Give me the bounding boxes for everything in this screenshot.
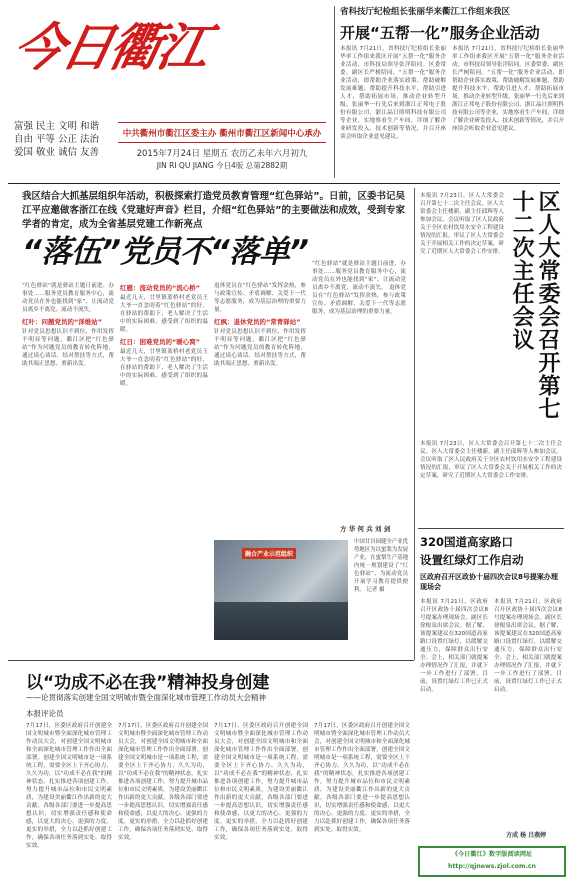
policy-story-byline: 方成 杨 吕燕婷 (506, 832, 547, 839)
section-heading: 红雁：流动党员的“流心桥” (120, 284, 201, 292)
policy-headline-2: 设置红绿灯工作启动 (420, 553, 524, 567)
section-text: 退休党员在“红色驿站”发挥余热，参与政策宣传、矛盾调解、关爱下一代等志愿服务，成为基层治理的重要力量。 (214, 283, 306, 313)
bottom-story-byline: 本报评论员 (26, 709, 64, 718)
policy-story-body: 本报讯 7月21日，区政府召开区政协十届四次会议8号提案办理现场会。副区长徐根泉出席会议。据了解，该提案建议在320国道高家路口设置红绿灯，以缓解交通压力，保障群众出行安全。会上，相关部门就提案办理情况作了汇报，并就下一步工作进行了部署。目前，设置红绿灯工作已正式启动。 (420, 599, 488, 693)
section-rule (8, 183, 560, 184)
main-story-col-4 (312, 260, 406, 522)
section-rule (8, 660, 414, 661)
digital-edition-link[interactable]: 《今日衢江》数字版阅读网址 http://qjnews.zjol.com.cn (418, 846, 566, 877)
masthead-rule (118, 122, 326, 123)
section-heading: 红枫：退休党员的“常青驿站” (214, 318, 301, 326)
motto-line: 自由 平等 公正 法治 (14, 134, 100, 145)
story-photo (214, 540, 348, 640)
vertical-story-body-cont: 本报讯 7月23日，区人大常委会召开第七十二次主任会议。区人大常委会主任楼新，副主任邱辉等人参加会议。会议听取了区人民政府关于全区农村饮用水安全工程建设情况的汇报，审议了区人大常委会关于开展相关工作的决定草案，研究了近期区人大常委会工作安排。 (420, 441, 562, 479)
section-heading: 红叶：问题党员的“泽维站” (22, 318, 103, 326)
top-story-headline: 开展“五帮一化”服务企业活动 (340, 24, 540, 42)
masthead-rule (118, 142, 326, 143)
section-text: 退休党员在“红色驿站”发挥余热，参与政策宣传、矛盾调解、关爱下一代等志愿服务，成为基层治理的重要力量。 (312, 285, 406, 315)
issue-line: JIN RI QU JIANG 今日4版 总第2882期 (156, 161, 288, 170)
section-text: 针对党员思想认识不到位、作用发挥不明显等问题，衢江区把“红色驿站”作为问题党员的教育转化阵地，通过谈心谈话、结对帮扶等方式，帮助其端正思想、重新出发。 (22, 329, 114, 367)
publisher-line: 中共衢州市衢江区委主办 衢州市衢江区新闻中心承办 (122, 129, 322, 139)
bottom-story-col-3: 7月17日，区委区政府召开创建全国文明城市暨全面深化城市管理工作动员大会，对创建全国文明城市和全面深化城市管理工作作出全面部署。创建全国文明城市是一项系统工程，需要全区上下齐心协力、久久为功，以“功成不必在我”的精神状态，扎实推进各项创建工作，努力提升城市品位和市民文明素质，为建设美丽衢江作出新的更大贡献。各级各部门要进一步提高思想认识，切实增强责任感和使命感，以更大的决心、更强的力度、更实的举措，全力以赴抓好创建工作，确保各项任务落到实处、取得实效。 (214, 723, 308, 841)
lead-intro: 我区结合大抓基层组织年活动，积极探索打造党员教育管理“红色驿站”。日前，区委书记吴江平应邀做客浙江在线《党建好声音》栏目，介绍“红色驿站”的主要做法和成效，受到专家学者的肯定，成为全省基层党建工作新亮点 (22, 191, 405, 230)
masthead-title: 今日衢江 (7, 18, 213, 78)
policy-story-body-cont: 本报讯 7月21日，区政府召开区政协十届四次会议8号提案办理现场会。副区长徐根泉出席会议。据了解，该提案建议在320国道高家路口设置红绿灯，以缓解交通压力，保障群众出行安全。会上，相关部门就提案办理情况作了汇报，并就下一步工作进行了部署。目前，设置红绿灯工作已正式启动。 (494, 599, 562, 693)
column-divider (414, 188, 415, 660)
bottom-story-subheading: ——论贯彻落实创建全国文明城市暨全面深化城市管理工作动员大会精神 (26, 693, 266, 702)
core-values-mottos (14, 120, 114, 159)
photo-crowd (214, 602, 348, 640)
bottom-story-headline: 以“功成不必在我”精神投身创建 (26, 673, 270, 693)
section-text: 最近几天，廿里镇蓝桥村老党员王大爷一直念叨着“红色驿站”的好，在驿站的帮助下，老人解决了生活中的实际困难，感受到了组织的温暖。 (120, 349, 208, 387)
main-story-col-3 (214, 282, 306, 522)
vertical-headline: 区人大常委会召开第七十二次主任会议 (509, 190, 560, 420)
section-heading: 红日：困难党员的“暖心窝” (120, 338, 201, 346)
photo-caption: 中国甘谷园健全产业优势地区为以蜜梨为发展产业，在蜜梨生产基地内统一规划建设了“红色驿站”，为流动党员开展学习教育提供便利。 记者 摄 (354, 539, 408, 593)
section-text: “红色驿站”就是驿站主题日前进、办事处……服务党员教育服务中心，流动党员在外也能找到“家”，让流动党员离乡不离党、流动不流失。 (312, 261, 406, 291)
section-text: 针对党员思想认识不到位、作用发挥不明显等问题，衢江区把“红色驿站”作为问题党员的教育转化阵地，通过谈心谈话、结对帮扶等方式，帮助其端正思想、重新出发。 (214, 329, 306, 367)
motto-line: 富强 民主 文明 和谐 (14, 121, 100, 132)
section-rule (418, 528, 564, 529)
motto-line: 爱国 敬业 诚信 友善 (14, 147, 100, 158)
main-headline: “落伍”党员不“落单” (22, 234, 308, 270)
column-divider (334, 6, 335, 178)
section-text: “红色驿站”就是驿站主题日前进、办事处……服务党员教育服务中心，流动党员在外也能找到“家”，让流动党员离乡不离党、流动不流失。 (22, 283, 114, 313)
vertical-story-body: 本报讯 7月23日，区人大常委会召开第七十二次主任会议。区人大常委会主任楼新，副主任邱辉等人参加会议。会议听取了区人民政府关于全区农村饮用水安全工程建设情况的汇报，审议了区人大常委会关于开展相关工作的决定草案，研究了近期区人大常委会工作安排。 (420, 193, 504, 255)
photo-banner-sign: 融合产业示范组织 (242, 548, 296, 559)
policy-headline-1: 320国道高家路口 (420, 535, 514, 549)
main-story-author: 方 华 何 兵 刘 剑 (340, 525, 391, 533)
main-story-col-1 (22, 282, 114, 652)
bottom-story-col-2: 7月17日，区委区政府召开创建全国文明城市暨全面深化城市管理工作动员大会，对创建全国文明城市和全面深化城市管理工作作出全面部署。创建全国文明城市是一项系统工程，需要全区上下齐心协力、久久为功，以“功成不必在我”的精神状态，扎实推进各项创建工作，努力提升城市品位和市民文明素质，为建设美丽衢江作出新的更大贡献。各级各部门要进一步提高思想认识，切实增强责任感和使命感，以更大的决心、更强的力度、更实的举措，全力以赴抓好创建工作，确保各项任务落到实处、取得实效。 (118, 723, 208, 841)
bottom-story-col-4: 7月17日，区委区政府召开创建全国文明城市暨全面深化城市管理工作动员大会，对创建全国文明城市和全面深化城市管理工作作出全面部署。创建全国文明城市是一项系统工程，需要全区上下齐心协力、久久为功，以“功成不必在我”的精神状态，扎实推进各项创建工作，努力提升城市品位和市民文明素质，为建设美丽衢江作出新的更大贡献。各级各部门要进一步提高思想认识，切实增强责任感和使命感，以更大的决心、更强的力度、更实的举措，全力以赴抓好创建工作，确保各项任务落到实处、取得实效。 (314, 723, 410, 833)
policy-second-headline: 区政府召开区政协十届四次会议8号提案办理现场会 (420, 573, 558, 591)
date-line: 2015年7月24日 星期五 农历乙未年六月初九 (136, 149, 308, 159)
top-story-body: 本报讯 7月21日，省科技厅纪检组长张丽华率工作组来我区开展“五帮一化”服务企业活动，市科技局领导张洋陪同。区委常委、副区长严树陪同。“五帮一化”服务企业活动，即帮助企业落实政策、帮助破解发展难题、帮助提升科技水平、帮助引进人才、帮助拓展市场，推动企业转型升级。张丽华一行先后来到浙江正邦电子股份有限公司、浙江晶日照明科技有限公司等企业，实地察看生产车间，详细了解企业研发投入、技术创新等情况，并召开座谈会听取企业意见建议。 (340, 46, 446, 140)
bottom-story-col-1: 7月17日，区委区政府召开创建全国文明城市暨全面深化城市管理工作动员大会，对创建全国文明城市和全面深化城市管理工作作出全面部署。创建全国文明城市是一项系统工程，需要全区上下齐心协力、久久为功，以“功成不必在我”的精神状态，扎实推进各项创建工作，努力提升城市品位和市民文明素质，为建设美丽衢江作出新的更大贡献。各级各部门要进一步提高思想认识，切实增强责任感和使命感，以更大的决心、更强的力度、更实的举措，全力以赴抓好创建工作，确保各项任务落到实处、取得实效。 (26, 723, 112, 849)
section-text: 最近几天，廿里镇蓝桥村老党员王大爷一直念叨着“红色驿站”的好，在驿站的帮助下，老人解决了生活中的实际困难，感受到了组织的温暖。 (120, 295, 208, 333)
main-story-col-2 (120, 282, 208, 652)
top-story-kicker: 省科技厅纪检组长张丽华来衢江工作组来我区 (340, 7, 511, 17)
top-story-body-cont: 本报讯 7月21日，省科技厅纪检组长张丽华率工作组来我区开展“五帮一化”服务企业活动，市科技局领导张洋陪同。区委常委、副区长严树陪同。“五帮一化”服务企业活动，即帮助企业落实政策、帮助破解发展难题、帮助提升科技水平、帮助引进人才、帮助拓展市场，推动企业转型升级。张丽华一行先后来到浙江正邦电子股份有限公司、浙江晶日照明科技有限公司等企业，实地察看生产车间，详细了解企业研发投入、技术创新等情况，并召开座谈会听取企业意见建议。 (452, 46, 564, 132)
